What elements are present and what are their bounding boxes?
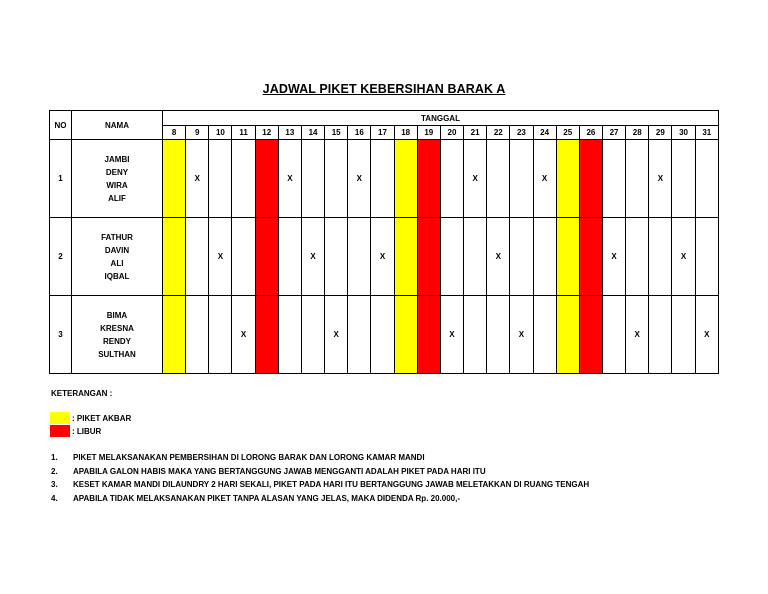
schedule-cell [487, 140, 510, 218]
schedule-cell [417, 140, 440, 218]
schedule-cell: X [626, 296, 649, 374]
schedule-cell [487, 296, 510, 374]
schedule-cell [255, 140, 278, 218]
schedule-cell [440, 140, 463, 218]
schedule-cell: X [348, 140, 371, 218]
date-header-cell: 23 [510, 126, 533, 140]
table-row [50, 140, 719, 218]
schedule-cell: X [301, 218, 324, 296]
schedule-cell: X [278, 140, 301, 218]
schedule-cell [301, 296, 324, 374]
notes-list [51, 451, 589, 505]
note-number: 4. [51, 493, 58, 503]
schedule-body [50, 140, 719, 374]
member-name: FATHUR [101, 232, 133, 242]
member-name: DENY [105, 167, 129, 177]
note-number: 3. [51, 480, 58, 490]
schedule-cell: X [232, 296, 255, 374]
schedule-cell [579, 140, 602, 218]
schedule-cell [163, 296, 186, 374]
schedule-cell [533, 296, 556, 374]
date-header-cell: 29 [649, 126, 672, 140]
schedule-cell [278, 296, 301, 374]
member-name: DAVIN [104, 245, 130, 255]
date-header-cell: 21 [464, 126, 487, 140]
note-text: APABILA GALON HABIS MAKA YANG BERTANGGUNG JAWAB MENGGANTI ADALAH PIKET PADA HARI ITU [73, 466, 486, 476]
schedule-cell [371, 296, 394, 374]
schedule-cell [556, 218, 579, 296]
date-header-cell: 9 [186, 126, 209, 140]
schedule-cell [417, 218, 440, 296]
schedule-cell [163, 140, 186, 218]
legend-item-libur [50, 425, 101, 437]
group-number: 3 [50, 296, 72, 374]
schedule-cell [672, 140, 695, 218]
schedule-cell [672, 296, 695, 374]
schedule-cell [325, 218, 348, 296]
date-header-cell: 13 [278, 126, 301, 140]
table-row [50, 296, 719, 374]
schedule-cell [417, 296, 440, 374]
date-header-cell: 31 [695, 126, 718, 140]
group-number: 2 [50, 218, 72, 296]
date-header-cell: 24 [533, 126, 556, 140]
schedule-cell: X [371, 218, 394, 296]
member-name: JAMBI [104, 154, 130, 164]
schedule-cell [394, 296, 417, 374]
schedule-cell [602, 140, 625, 218]
member-name: ALI [110, 258, 124, 268]
member-name: SULTHAN [98, 349, 136, 359]
date-header-cell: 17 [371, 126, 394, 140]
schedule-cell [649, 218, 672, 296]
group-members [72, 140, 163, 218]
schedule-cell [255, 218, 278, 296]
date-header-cell: 25 [556, 126, 579, 140]
note-item [51, 465, 589, 479]
date-header-cell: 15 [325, 126, 348, 140]
date-header-cell: 8 [163, 126, 186, 140]
schedule-cell [556, 296, 579, 374]
note-item [51, 451, 589, 465]
schedule-cell [510, 218, 533, 296]
schedule-cell: X [695, 296, 718, 374]
schedule-cell [209, 296, 232, 374]
group-members [72, 218, 163, 296]
schedule-cell [348, 296, 371, 374]
date-header-cell: 14 [301, 126, 324, 140]
schedule-cell [579, 218, 602, 296]
group-members [72, 296, 163, 374]
schedule-cell [464, 296, 487, 374]
schedule-cell [556, 140, 579, 218]
header-no: NO [50, 111, 72, 140]
legend-label-libur: : LIBUR [72, 426, 102, 436]
group-number: 1 [50, 140, 72, 218]
schedule-cell [394, 218, 417, 296]
schedule-cell [695, 218, 718, 296]
note-text: APABILA TIDAK MELAKSANAKAN PIKET TANPA ALASAN YANG JELAS, MAKA DIDENDA Rp. 20.000,- [73, 493, 460, 503]
schedule-cell [232, 218, 255, 296]
schedule-cell [464, 218, 487, 296]
schedule-cell [186, 296, 209, 374]
note-text: KESET KAMAR MANDI DILAUNDRY 2 HARI SEKALI, PIKET PADA HARI ITU BERTANGGUNG JAWAB MELETAKKAN DI RUANG TENGAH [73, 480, 590, 490]
schedule-cell [325, 140, 348, 218]
member-name: BIMA [106, 310, 128, 320]
date-header-cell: 12 [255, 126, 278, 140]
date-header-cell: 30 [672, 126, 695, 140]
table-row [50, 218, 719, 296]
legend-swatch-yellow [50, 412, 70, 424]
header-nama: NAMA [72, 111, 163, 140]
schedule-cell [533, 218, 556, 296]
date-header-cell: 11 [232, 126, 255, 140]
note-item [51, 478, 589, 492]
schedule-cell [348, 218, 371, 296]
member-name: KRESNA [100, 323, 134, 333]
schedule-cell: X [510, 296, 533, 374]
date-header-cell: 26 [579, 126, 602, 140]
date-header-cell: 10 [209, 126, 232, 140]
member-name: RENDY [102, 336, 131, 346]
schedule-cell [626, 218, 649, 296]
schedule-cell [163, 218, 186, 296]
schedule-cell [440, 218, 463, 296]
schedule-cell [510, 140, 533, 218]
table-header-row [50, 111, 719, 126]
schedule-cell [602, 296, 625, 374]
legend-title: KETERANGAN : [51, 389, 113, 398]
schedule-cell: X [649, 140, 672, 218]
date-header-cell: 22 [487, 126, 510, 140]
schedule-cell: X [602, 218, 625, 296]
schedule-cell [255, 296, 278, 374]
schedule-cell [394, 140, 417, 218]
schedule-cell: X [209, 218, 232, 296]
date-header-cell: 18 [394, 126, 417, 140]
member-name: ALIF [108, 193, 126, 203]
schedule-cell: X [464, 140, 487, 218]
date-header-cell: 27 [602, 126, 625, 140]
date-header-cell: 28 [626, 126, 649, 140]
schedule-cell [626, 140, 649, 218]
schedule-cell [695, 140, 718, 218]
schedule-cell: X [487, 218, 510, 296]
schedule-cell [371, 140, 394, 218]
date-header-cell: 19 [417, 126, 440, 140]
date-header-cell: 16 [348, 126, 371, 140]
schedule-cell: X [440, 296, 463, 374]
header-tanggal: TANGGAL [163, 111, 719, 126]
schedule-cell [579, 296, 602, 374]
note-text: PIKET MELAKSANAKAN PEMBERSIHAN DI LORONG BARAK DAN LORONG KAMAR MANDI [73, 453, 425, 463]
schedule-cell [186, 218, 209, 296]
schedule-cell [278, 218, 301, 296]
schedule-cell: X [325, 296, 348, 374]
note-number: 2. [51, 466, 58, 476]
page-title: JADWAL PIKET KEBERSIHAN BARAK A [262, 82, 506, 96]
note-number: 1. [51, 453, 58, 463]
schedule-cell [301, 140, 324, 218]
schedule-cell [649, 296, 672, 374]
schedule-cell: X [186, 140, 209, 218]
schedule-cell: X [533, 140, 556, 218]
legend-label-piket-akbar: : PIKET AKBAR [72, 413, 132, 423]
legend-swatch-red [50, 425, 70, 437]
schedule-table [49, 110, 719, 374]
member-name: WIRA [106, 180, 128, 190]
legend-item-piket-akbar [50, 412, 131, 424]
schedule-cell [209, 140, 232, 218]
schedule-cell [232, 140, 255, 218]
member-name: IQBAL [104, 271, 130, 281]
date-header-cell: 20 [440, 126, 463, 140]
schedule-cell: X [672, 218, 695, 296]
note-item [51, 492, 589, 506]
